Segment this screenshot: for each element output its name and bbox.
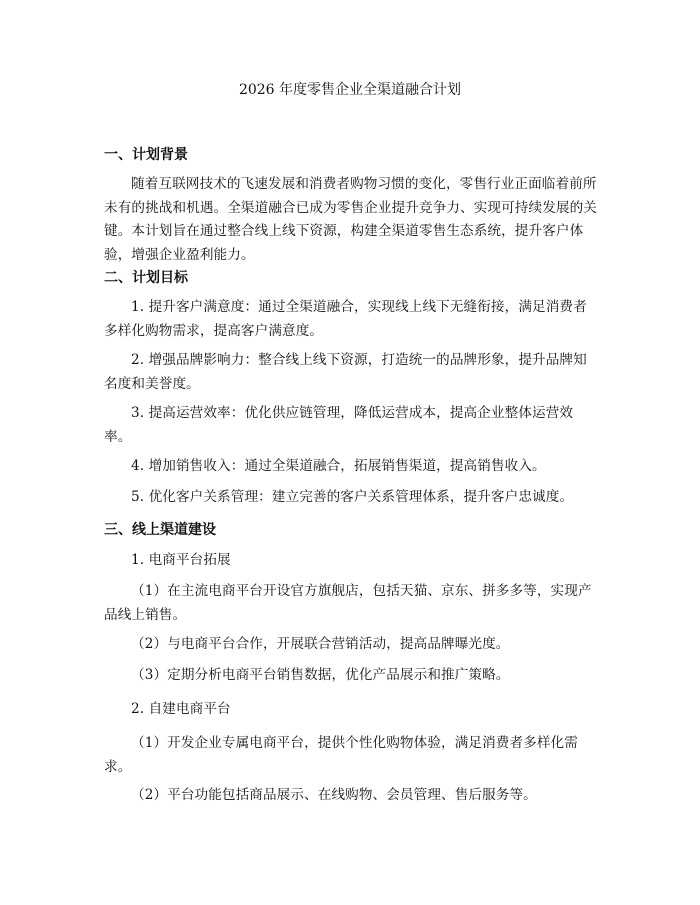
document-title: 2026 年度零售企业全渠道融合计划 [238, 82, 462, 98]
list-item-ecommerce-2: （2）与电商平台合作，开展联合营销活动，提高品牌曝光度。 [131, 636, 510, 652]
list-item-ecommerce-1: （1）在主流电商平台开设官方旗舰店，包括天猫、京东、拼多多等，实现产品线上销售。 [104, 583, 592, 623]
section-heading-online-channels: 三、线上渠道建设 [104, 522, 216, 538]
subheading-ecommerce-expansion: 1. 电商平台拓展 [131, 552, 231, 568]
list-item-own-platform-1: （1）开发企业专属电商平台，提供个性化购物体验，满足消费者多样化需求。 [104, 735, 578, 775]
list-item-ecommerce-3: （3）定期分析电商平台销售数据，优化产品展示和推广策略。 [131, 667, 510, 683]
goal-item-5: 5. 优化客户关系管理：建立完善的客户关系管理体系，提升客户忠诚度。 [131, 489, 574, 505]
goal-item-2: 2. 增强品牌影响力：整合线上线下资源，打造统一的品牌形象，提升品牌知名度和美誉度。 [104, 352, 587, 392]
section-heading-goals: 二、计划目标 [104, 270, 188, 286]
goal-item-3: 3. 提高运营效率：优化供应链管理，降低运营成本，提高企业整体运营效率。 [104, 405, 574, 445]
list-item-own-platform-2: （2）平台功能包括商品展示、在线购物、会员管理、售后服务等。 [131, 787, 537, 803]
goal-item-1: 1. 提升客户满意度：通过全渠道融合，实现线上线下无缝衔接，满足消费者多样化购物需求，提高客户满意度。 [104, 299, 587, 339]
subheading-own-platform: 2. 自建电商平台 [131, 701, 231, 717]
paragraph-background: 随着互联网技术的飞速发展和消费者购物习惯的变化，零售行业正面临着前所未有的挑战和机遇。全渠道融合已成为零售企业提升竞争力、实现可持续发展的关键。本计划旨在通过整合线上线下资源，构建全渠道零售生态系统，提升客户体验，增强企业盈利能力。 [104, 176, 597, 263]
goal-item-4: 4. 增加销售收入：通过全渠道融合，拓展销售渠道，提高销售收入。 [131, 458, 546, 474]
section-heading-background: 一、计划背景 [104, 147, 188, 163]
